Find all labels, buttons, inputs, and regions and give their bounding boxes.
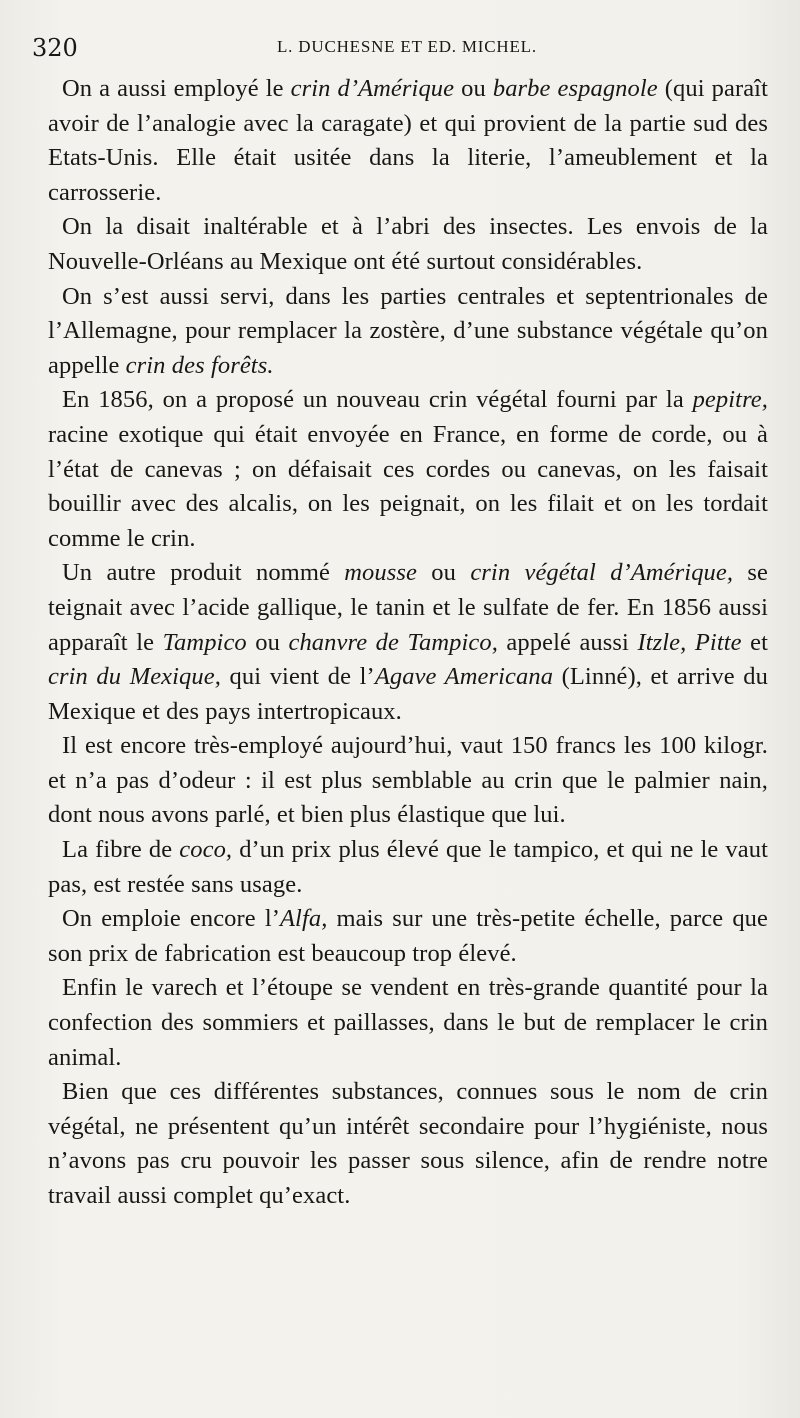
- italic-text: Alfa,: [279, 905, 328, 933]
- text-run: et: [741, 628, 769, 656]
- text-run: On s’est aussi servi, dans les parties centrales et septentrionales de l’Allemagne, pour remplacer la zostère, d’une substance végétale qu’on appelle: [48, 282, 768, 379]
- paragraph: [48, 72, 768, 210]
- text-run: En 1856, on a proposé un nouveau crin végétal fourni par la: [62, 386, 693, 414]
- italic-text: pepitre,: [692, 386, 768, 414]
- text-run: (qui paraît avoir de l’analogie avec la caragate) et qui provient de la partie sud des Etats-Unis. Elle était usitée dans la literie, l’ameublement et la carrosserie.: [48, 75, 768, 206]
- text-run: mais sur une très-petite échelle, parce que son prix de fabrication est beaucoup trop élevé.: [48, 905, 768, 967]
- paragraph: [48, 210, 768, 279]
- paragraph: [48, 971, 768, 1075]
- text-run: On la disait inaltérable et à l’abri des insectes. Les envois de la Nouvelle-Orléans au Mexique ont été surtout considérables.: [48, 213, 768, 275]
- text-run: On a aussi employé le: [62, 75, 291, 102]
- paragraph: [48, 833, 768, 902]
- text-run: se teignait avec l’acide gallique, le tanin et le sulfate de fer. En 1856 aussi apparaît le: [48, 559, 768, 656]
- text-run: Un autre produit nommé: [62, 559, 345, 587]
- paragraph: [48, 556, 768, 729]
- page-number: 320: [32, 34, 78, 62]
- italic-text: chanvre de Tampico,: [288, 628, 498, 656]
- italic-text: crin végétal d’Amérique,: [470, 559, 734, 587]
- running-title: L. DUCHESNE ET ED. MICHEL.: [277, 37, 537, 56]
- italic-text: crin du Mexique,: [48, 663, 221, 691]
- text-run: racine exotique qui était envoyée en France, en forme de corde, ou à l’état de canevas ; on défaisait ces cordes ou canevas, on les faisait bouillir avec des alcalis, on les peignait, on les filait et on les tordait comme le crin.: [48, 420, 768, 552]
- italic-text: crin des forêts.: [125, 351, 274, 379]
- paragraph: [48, 383, 768, 556]
- text-run: Enfin le varech et l’étoupe se vendent en très-grande quantité pour la confection des sommiers et paillasses, dans le but de remplacer le crin animal.: [48, 974, 768, 1071]
- text-run: qui vient de l’: [220, 663, 375, 691]
- body-text: [48, 72, 768, 1214]
- paragraph: [48, 729, 768, 833]
- italic-text: mousse: [344, 559, 418, 587]
- paragraph: [48, 902, 768, 971]
- text-run: (Linné), et arrive du Mexique et des pays intertropicaux.: [48, 663, 768, 725]
- italic-text: barbe espagnole: [492, 75, 658, 102]
- paragraph: [48, 280, 768, 384]
- text-run: La fibre de: [62, 836, 180, 864]
- text-run: On emploie encore l’: [62, 905, 280, 933]
- paragraph: [48, 1075, 768, 1213]
- text-run: appelé aussi: [497, 628, 638, 656]
- text-run: Il est encore très-employé aujourd’hui, vaut 150 francs les 100 kilogr. et n’a pas d’odeur : il est plus semblable au crin que le palmier nain, dont nous avons parlé, et bien plus élastique que lui.: [48, 732, 768, 829]
- italic-text: Agave Americana: [374, 663, 554, 691]
- italic-text: coco,: [179, 836, 233, 864]
- text-run: Bien que ces différentes substances, connues sous le nom de crin végétal, ne présentent qu’un intérêt secondaire pour l’hygiéniste, nous n’avons pas cru pouvoir les passer sous silence, afin de rendre notre travail aussi complet qu’exact.: [48, 1078, 768, 1209]
- text-run: ou: [246, 628, 289, 656]
- text-run: d’un prix plus élevé que le tampico, et qui ne le vaut pas, est restée sans usage.: [48, 836, 768, 898]
- page-header: [32, 34, 760, 68]
- italic-text: Tampico: [162, 628, 247, 656]
- italic-text: Itzle, Pitte: [637, 628, 742, 656]
- italic-text: crin d’Amérique: [290, 75, 455, 102]
- text-run: ou: [454, 75, 493, 102]
- text-run: ou: [417, 559, 471, 587]
